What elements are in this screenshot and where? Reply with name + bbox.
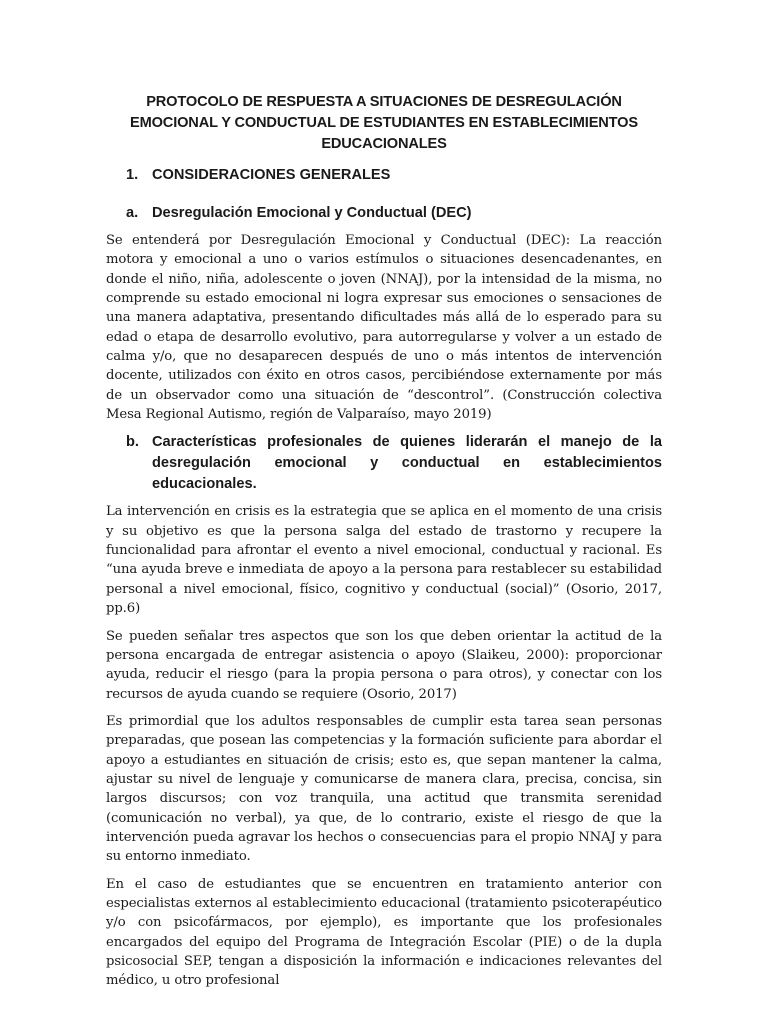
body-paragraph: La intervención en crisis es la estrategia que se aplica en el momento de una crisis y su objetivo es que la persona salga del estado de trastorno y recupere la funcionalidad para afrontar el evento a nivel emocional, conductual y racional. Es “una ayuda breve e inmediata de apoyo a la persona para restablecer su estabilidad personal a nivel emocional, físico, cognitivo y conductual (social)” (Osorio, 2017, pp.6) — [106, 504, 662, 617]
document-content — [106, 92, 662, 991]
section-heading-consideraciones-generales — [126, 165, 662, 186]
subsection-letter: a. — [126, 205, 139, 221]
body-paragraph: Es primordial que los adultos responsables de cumplir esta tarea sean personas preparadas, que posean las competencias y la formación suficiente para abordar el apoyo a estudiantes en situación de crisis; esto es, que sepan mantener la calma, ajustar su nivel de lenguaje y comunicarse de manera clara, precisa, concisa, sin largos discursos; con voz tranquila, una actitud que transmita serenidad (comunicación no verbal), ya que, de lo contrario, existe el riesgo de que la intervención pueda agravar los hechos o consecuencias para el propio NNAJ y para su entorno inmediato. — [106, 713, 662, 865]
document-title: PROTOCOLO DE RESPUESTA A SITUACIONES DE DESREGULACIÓN EMOCIONAL Y CONDUCTUAL DE ESTUDIANTES EN ESTABLECIMIENTOS EDUCACIONALES — [130, 94, 638, 152]
subsection-label: Desregulación Emocional y Conductual (DEC) — [152, 205, 472, 221]
body-paragraph: Se pueden señalar tres aspectos que son los que deben orientar la actitud de la persona encargada de entregar asistencia o apoyo (Slaikeu, 2000): proporcionar ayuda, reducir el riesgo (para la propia persona o para otros), y conectar con los recursos de ayuda cuando se requiere (Osorio, 2017) — [106, 628, 662, 702]
section-label: CONSIDERACIONES GENERALES — [152, 167, 391, 183]
subsection-heading-caracteristicas — [126, 432, 662, 495]
body-paragraph: En el caso de estudiantes que se encuentren en tratamiento anterior con especialistas externos al establecimiento educacional (tratamiento psicoterapéutico y/o con psicofármacos, por ejemplo), es importante que los profesionales encargados del equipo del Programa de Integración Escolar (PIE) o de la dupla psicosocial SEP, tengan a disposición la información e indicaciones relevantes del médico, u otro profesional — [106, 876, 662, 989]
subsection-heading-dec — [126, 203, 662, 224]
dec-definition-paragraph: Se entenderá por Desregulación Emocional y Conductual (DEC): La reacción motora y emocional a uno o varios estímulos o situaciones desencadenantes, en donde el niño, niña, adolescente o joven (NNAJ), por la intensidad de la misma, no comprende su estado emocional ni logra expresar sus emociones o sensaciones de una manera adaptativa, presentando dificultades más allá de lo esperado para su edad o etapa de desarrollo evolutivo, para autorregularse y volver a un estado de calma y/o, que no desaparecen después de uno o más intentos de intervención docente, utilizados con éxito en otros casos, percibiéndose externamente por más de un observador como una situación de “descontrol”. (Construcción colectiva Mesa Regional Autismo, región de Valparaíso, mayo 2019) — [106, 233, 662, 423]
section-number: 1. — [126, 167, 139, 183]
subsection-label: Características profesionales de quienes liderarán el manejo de la desregulación emocional y conductual en establecimientos educacionales. — [152, 434, 662, 493]
subsection-letter: b. — [126, 434, 139, 451]
